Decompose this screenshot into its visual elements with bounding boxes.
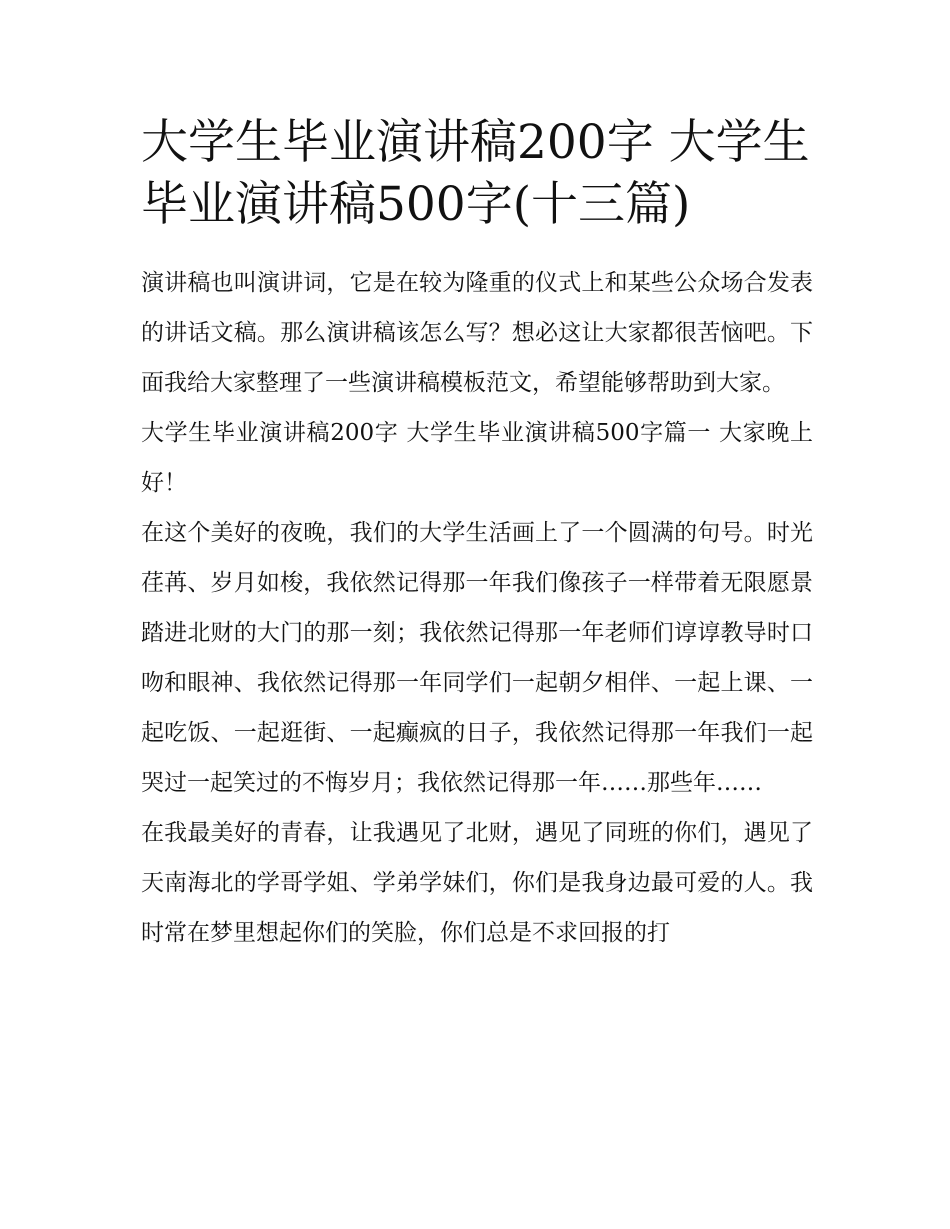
body-paragraph: 在我最美好的青春，让我遇见了北财，遇见了同班的你们，遇见了天南海北的学哥学姐、学弟学妹们，你们是我身边最可爱的人。我时常在梦里想起你们的笑脸，你们总是不求回报的打 (141, 820, 813, 946)
document-page (141, 112, 813, 958)
document-title: 大学生毕业演讲稿200字 大学生毕业演讲稿500字(十三篇) (141, 115, 810, 232)
section-heading-paragraph: 大学生毕业演讲稿200字 大学生毕业演讲稿500字篇一 大家晚上好！ (141, 420, 813, 496)
intro-paragraph: 演讲稿也叫演讲词，它是在较为隆重的仪式上和某些公众场合发表的讲话文稿。那么演讲稿该怎么写？想必这让大家都很苦恼吧。下面我给大家整理了一些演讲稿模板范文，希望能够帮助到大家。 (141, 270, 813, 396)
body-paragraph: 在这个美好的夜晚，我们的大学生活画上了一个圆满的句号。时光荏苒、岁月如梭，我依然记得那一年我们像孩子一样带着无限愿景踏进北财的大门的那一刻；我依然记得那一年老师们谆谆教导时口吻和眼神、我依然记得那一年同学们一起朝夕相伴、一起上课、一起吃饭、一起逛街、一起癫疯的日子，我依然记得那一年我们一起哭过一起笑过的不悔岁月；我依然记得那一年……那些年…… (141, 520, 813, 796)
